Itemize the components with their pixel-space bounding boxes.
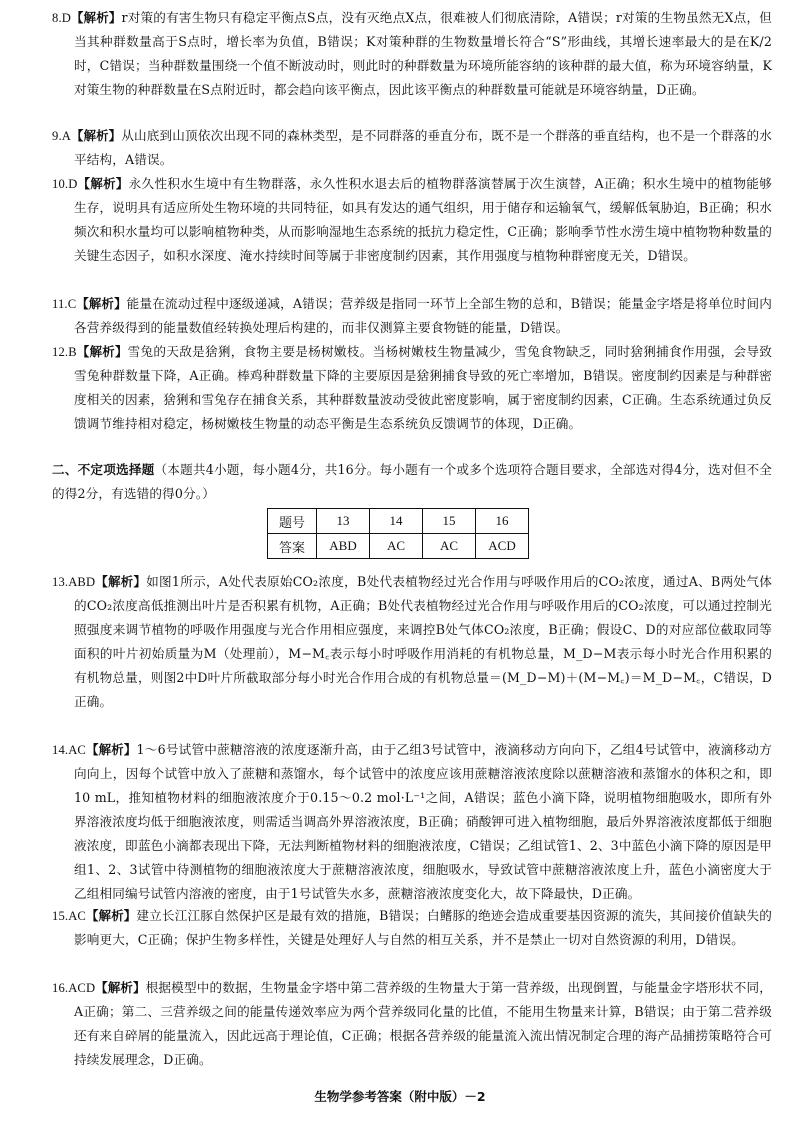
row-label: 题号 bbox=[268, 509, 317, 534]
table-cell: 14 bbox=[370, 509, 423, 534]
page-footer: 生物学参考答案（附中版）－2 bbox=[314, 1089, 486, 1104]
answer-item-15 bbox=[52, 904, 772, 952]
analysis-tag: 【解析】 bbox=[86, 908, 137, 923]
answer-item-14 bbox=[52, 738, 772, 906]
answer-item-11 bbox=[52, 292, 772, 340]
item-text: 从山底到山顶依次出现不同的森林类型，是不同群落的垂直分布，既不是一个群落的垂直结构，也不是一个群落的水平结构，A错误。 bbox=[74, 128, 772, 167]
item-text: 根据模型中的数据，生物量金字塔中第二营养级的生物量大于第一营养级，出现倒置，与能量金字塔形状不同，A正确；第二、三营养级之间的能量传递效率应为两个营养级同化量的比值，不能用生物量来计算，B错误；由于第二营养级还有来自碎屑的能量流入，因此远高于理论值，C正确；根据各营养级的能量流入流出情况制定合理的海产品捕捞策略符合可持续发展理念，D正确。 bbox=[74, 980, 772, 1067]
item-number: 10.D bbox=[52, 177, 78, 191]
table-cell: 15 bbox=[423, 509, 476, 534]
answer-item-8 bbox=[52, 6, 772, 102]
analysis-tag: 【解析】 bbox=[71, 10, 122, 25]
analysis-tag: 【解析】 bbox=[76, 296, 127, 311]
item-number: 13.ABD bbox=[52, 575, 96, 589]
item-number: 16.ACD bbox=[52, 981, 96, 995]
table-row bbox=[268, 509, 529, 534]
item-number: 15.AC bbox=[52, 909, 86, 923]
item-text: 雪兔的天敌是猞猁，食物主要是杨树嫩枝。当杨树嫩枝生物量减少，雪兔食物缺乏，同时猞猁捕食作用强，会导致雪兔种群数量下降，A正确。棒鸡种群数量下降的主要原因是猞猁捕食导致的死亡率增加，B错误。密度制约因素是与种群密度相关的因素，猞猁和雪兔存在捕食关系，其种群数量波动受彼此密度影响，属于密度制约因素，C正确。生态系统通过负反馈调节维持相对稳定，杨树嫩枝生物量的动态平衡是生态系统负反馈调节的体现，D正确。 bbox=[74, 344, 773, 431]
table-cell: 16 bbox=[476, 509, 529, 534]
item-text: 1～6号试管中蔗糖溶液的浓度逐渐升高，由于乙组3号试管中，液滴移动方向向下，乙组4号试管中，液滴移动方向向上，因每个试管中放入了蔗糖和蒸馏水，每个试管中的浓度应该用蔗糖溶液浓度除以蔗糖溶液和蒸馏水的体积之和，即10 mL，推知植物材料的细胞液浓度介于0.15～0.2 mol·L⁻¹之间，A错误；蓝色小滴下降，说明植物细胞吸水，即所有外界溶液浓度均低于细胞液浓度，则需适当调高外界溶液浓度，B正确；硝酸钾可进入植物细胞，最后外界溶液浓度都低于细胞液浓度，即蓝色小滴都表现出下降，无法判断植物材料的细胞液浓度，C错误；乙组试管1、2、3中蓝色小滴下降的原因是甲组1、2、3试管中待测植物的细胞液浓度大于蔗糖溶液浓度，细胞吸水，导致试管中蔗糖溶液浓度上升，蓝色小滴密度大于乙组相同编号试管内溶液的密度，由于1号试管失水多，蔗糖溶液浓度变化大，故下降最快，D正确。 bbox=[74, 742, 772, 901]
item-number: 8.D bbox=[52, 11, 71, 25]
row-label: 答案 bbox=[268, 534, 317, 559]
table-row bbox=[268, 534, 529, 559]
item-text: 永久性积水生境中有生物群落，永久性积水退去后的植物群落演替属于次生演替，A正确；积水生境中的植物能够生存，说明具有适应所处生物环境的共同特征，如具有发达的通气组织，用于储存和运输氧气，缓解低氧胁迫，B正确；积水频次和积水量均可以影响植物种类，从而影响湿地生态系统的抵抗力稳定性，C正确；影响季节性水涝生境中植物物种数量的关键生态因子，如积水深度、淹水持续时间等属于非密度制约因素，其作用强度与植物种群密度无关，D错误。 bbox=[74, 176, 772, 263]
item-text: 建立长江江豚自然保护区是最有效的措施，B错误；白鳍豚的绝迹会造成重要基因资源的流失，其间接价值缺失的影响更大，C正确；保护生物多样性，关键是处理好人与自然的相互关系，并不是禁止一切对自然资源的利用，D错误。 bbox=[74, 908, 772, 947]
table-cell: 13 bbox=[317, 509, 370, 534]
analysis-tag: 【解析】 bbox=[77, 176, 129, 191]
section-heading bbox=[52, 458, 772, 506]
table-cell: AC bbox=[370, 534, 423, 559]
answer-item-13 bbox=[52, 570, 772, 714]
analysis-tag: 【解析】 bbox=[71, 128, 122, 143]
analysis-tag: 【解析】 bbox=[95, 980, 146, 995]
item-text: r对策的有害生物只有稳定平衡点S点，没有灭绝点X点，很难被人们彻底清除，A错误；r对策的生物虽然无X点，但当其种群数量高于S点时，增长率为负值，B错误；K对策种群的生物数量增长符合“S”形曲线，其增长速率最大的是在K/2时，C错误；当种群数量围绕一个值不断波动时，则此时的种群数量为环境所能容纳的该种群的最大值，称为环境容纳量，K对策生物的种群数量在S点附近时，都会趋向该平衡点，因此该平衡点的种群数量可能就是环境容纳量，D正确。 bbox=[74, 10, 772, 97]
item-number: 12.B bbox=[52, 345, 77, 359]
item-text: 如图1所示，A处代表原始CO₂浓度，B处代表植物经过光合作用与呼吸作用后的CO₂浓度，通过A、B两处气体的CO₂浓度高低推测出叶片是否积累有机物，A正确；B处代表植物经过光合作用与呼吸作用后的CO₂浓度，可以通过控制光照强度来调节植物的呼吸作用强度与光合作用相应强度，来调控B处气体CO₂浓度，B正确；假设C、D的对应部位截取同等面积的叶片初始质量为M（处理前），M−M꜀表示每小时呼吸作用消耗的有机物总量，M_D−M表示每小时光合作用积累的有机物总量，则图2中D叶片所截取部分每小时光合作用合成的有机物总量＝(M_D−M)＋(M−M꜀)＝M_D−M꜀，C错误，D正确。 bbox=[74, 574, 772, 709]
item-number: 11.C bbox=[52, 297, 77, 311]
answer-item-16 bbox=[52, 976, 772, 1072]
answer-item-10 bbox=[52, 172, 772, 268]
item-number: 9.A bbox=[52, 129, 71, 143]
analysis-tag: 【解析】 bbox=[86, 742, 137, 757]
analysis-tag: 【解析】 bbox=[95, 574, 147, 589]
answer-item-9 bbox=[52, 124, 772, 172]
item-number: 14.AC bbox=[52, 743, 86, 757]
section-title: 二、不定项选择题 bbox=[52, 462, 155, 477]
table-cell: ABD bbox=[317, 534, 370, 559]
table-cell: AC bbox=[423, 534, 476, 559]
table-cell: ACD bbox=[476, 534, 529, 559]
answer-item-12 bbox=[52, 340, 772, 436]
section-description: （本题共4小题，每小题4分，共16分。每小题有一个或多个选项符合题目要求，全部选对得4分，选对但不全的得2分，有选错的得0分。） bbox=[52, 462, 773, 501]
analysis-tag: 【解析】 bbox=[76, 344, 128, 359]
item-text: 能量在流动过程中逐级递减，A错误；营养级是指同一环节上全部生物的总和，B错误；能量金字塔是将单位时间内各营养级得到的能量数值经转换处理后构建的，而非仅测算主要食物链的能量，D错误。 bbox=[74, 296, 772, 335]
answer-table bbox=[267, 508, 529, 559]
